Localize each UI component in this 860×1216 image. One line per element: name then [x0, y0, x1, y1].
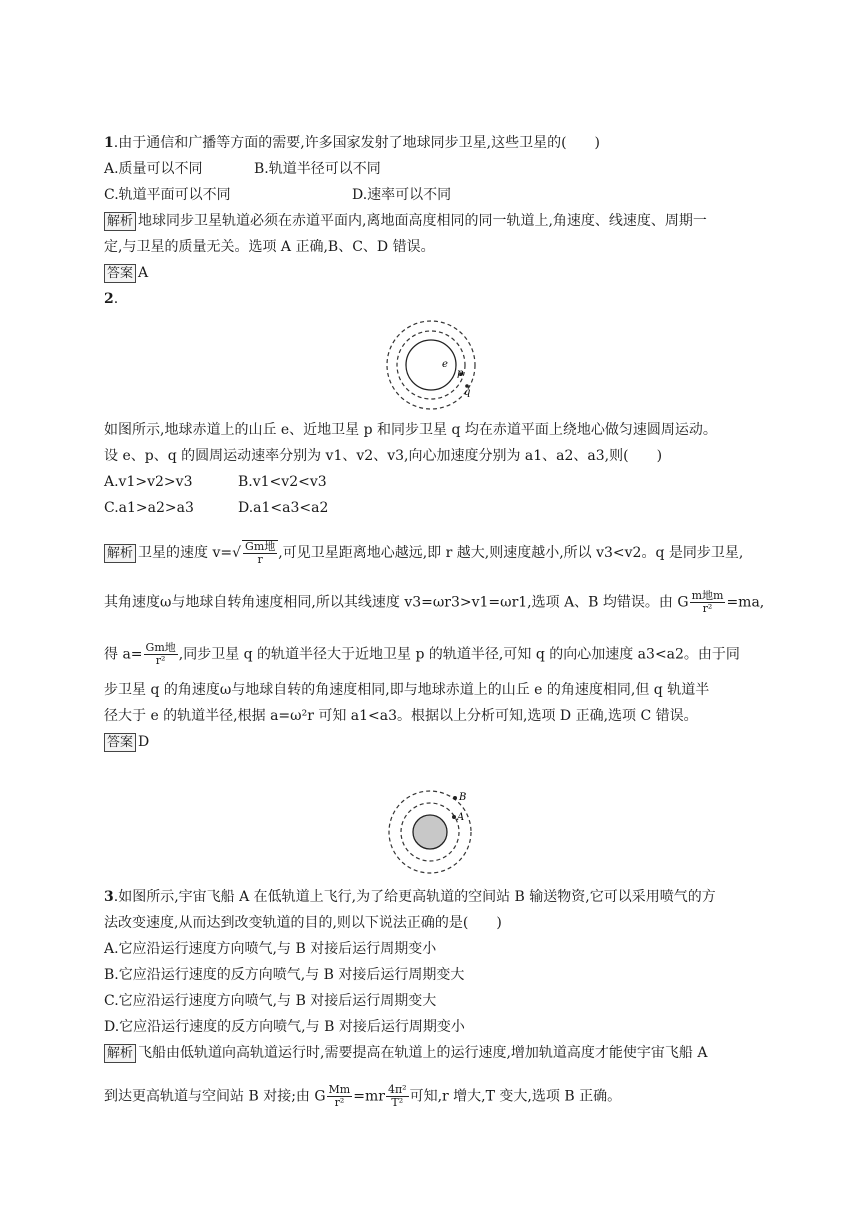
q1-option-d: D.速率可以不同	[352, 187, 452, 203]
q2-analysis-tag: 解析	[104, 544, 136, 563]
q3-label-a: A	[457, 812, 465, 823]
q3-analysis-line2	[104, 1084, 621, 1109]
q1-answer-tag: 答案	[104, 264, 136, 283]
q2-option-d: D.a1<a3<a2	[238, 500, 329, 516]
q3-option-a: A.它应沿运行速度方向喷气,与 B 对接后运行周期变小	[104, 941, 437, 957]
q1-stem	[104, 133, 600, 153]
q3-stem-text2: 法改变速度,从而达到改变轨道的目的,则以下说法正确的是( )	[104, 915, 502, 931]
q3-analysis-text2b: =mr	[353, 1088, 385, 1105]
q2-formula-mm: m地m	[691, 589, 724, 602]
q2-label-q: q	[464, 387, 471, 398]
q2-stem-text2: 设 e、p、q 的圆周运动速率分别为 v1、v2、v3,向心加速度分别为 a1、a2、a3,则( )	[104, 448, 663, 464]
q2-answer-value: D	[138, 734, 150, 750]
q2-analysis-text1a: 卫星的速度 v=	[138, 545, 233, 561]
q1-options-row1	[104, 159, 381, 179]
q2-inner-orbit	[397, 331, 465, 399]
q2-analysis-line3	[104, 642, 740, 667]
q3-formula-r2: r²	[334, 1096, 345, 1109]
q2-label-e: e	[442, 359, 448, 370]
q3-number: 3	[104, 889, 114, 905]
q3-stem-line1	[104, 887, 716, 907]
q2-formula-r: r	[257, 553, 263, 566]
q2-formula-gm2: Gm地	[145, 641, 176, 654]
q2-analysis-text5: 径大于 e 的轨道半径,根据 a=ω²r 可知 a1<a3。根据以上分析可知,选项 D 正确,选项 C 错误。	[104, 708, 698, 724]
q3-formula-pi: 4π²	[387, 1083, 407, 1096]
q3-option-c: C.它应沿运行速度方向喷气,与 B 对接后运行周期变大	[104, 993, 437, 1009]
q1-answer-value: A	[138, 265, 149, 281]
q2-orbit-figure	[384, 318, 478, 412]
q2-analysis-text4: 步卫星 q 的角速度ω与地球自转的角速度相同,即与地球赤道上的山丘 e 的角速度相同,但 q 轨道半	[104, 682, 710, 698]
q2-options-row1	[104, 472, 327, 492]
q3-point-a	[452, 815, 456, 819]
q3-label-b: B	[459, 792, 467, 803]
q2-formula-r2b: r²	[155, 654, 166, 667]
q2-answer	[104, 732, 149, 752]
q1-stem-text: .由于通信和广播等方面的需要,许多国家发射了地球同步卫星,这些卫星的( )	[113, 135, 601, 151]
q3-stem-text1: .如图所示,宇宙飞船 A 在低轨道上飞行,为了给更高轨道的空间站 B 输送物资,它可以采用喷气的方	[113, 889, 716, 905]
q2-analysis-text3a: 得 a=	[104, 646, 143, 663]
q1-analysis-line1	[104, 211, 707, 231]
q2-analysis-line2	[104, 590, 764, 615]
q3-analysis-text2a: 到达更高轨道与空间站 B 对接;由 G	[104, 1088, 326, 1105]
q3-point-b	[453, 796, 457, 800]
q2-label-p: p	[457, 368, 464, 379]
q2-option-c: C.a1>a2>a3	[104, 500, 194, 516]
q3-option-b: B.它应沿运行速度的反方向喷气,与 B 对接后运行周期变大	[104, 967, 465, 983]
q2-number: 2	[104, 291, 114, 307]
q2-number-line: 2.	[104, 291, 119, 307]
q2-analysis-text2a: 其角速度ω与地球自转角速度相同,所以其线速度 v3=ωr3>v1=ωr1,选项 A、B 均错误。由 G	[104, 594, 689, 611]
q1-option-c: C.轨道平面可以不同	[104, 187, 231, 203]
q3-formula-mm: Mm	[328, 1083, 351, 1096]
q3-analysis-text2c: 可知,r 增大,T 变大,选项 B 正确。	[409, 1088, 622, 1105]
q1-answer	[104, 263, 148, 283]
q2-analysis-text3b: ,同步卫星 q 的轨道半径大于近地卫星 p 的轨道半径,可知 q 的向心加速度 a3<a2。由于同	[178, 646, 740, 663]
q2-earth	[406, 340, 456, 390]
q2-option-a: A.v1>v2>v3	[104, 474, 193, 490]
q3-formula-t2: T²	[391, 1096, 404, 1109]
q2-formula-gm: Gm地	[245, 540, 276, 553]
q2-answer-tag: 答案	[104, 733, 136, 752]
q2-option-b: B.v1<v2<v3	[238, 474, 327, 490]
q3-orbit-figure	[384, 786, 478, 880]
q1-options-row2	[104, 185, 451, 205]
q1-analysis-text1: 地球同步卫星轨道必须在赤道平面内,离地面高度相同的同一轨道上,角速度、线速度、周期一	[138, 213, 707, 229]
q2-analysis-text2b: =ma,	[726, 594, 765, 611]
q3-analysis-line1	[104, 1043, 707, 1063]
q3-earth	[413, 815, 447, 849]
q2-stem-text1: 如图所示,地球赤道上的山丘 e、近地卫星 p 和同步卫星 q 均在赤道平面上绕地心做匀速圆周运动。	[104, 422, 717, 438]
q1-analysis-text2: 定,与卫星的质量无关。选项 A 正确,B、C、D 错误。	[104, 239, 435, 255]
q1-option-b: B.轨道半径可以不同	[254, 161, 381, 177]
q3-option-d: D.它应沿运行速度的反方向喷气,与 B 对接后运行周期变小	[104, 1019, 465, 1035]
q1-analysis-tag: 解析	[104, 212, 136, 231]
q2-formula-r2: r²	[702, 602, 713, 615]
q2-outer-orbit	[387, 321, 475, 409]
q1-number: 1	[104, 135, 114, 151]
q3-analysis-tag: 解析	[104, 1044, 136, 1063]
q2-options-row2	[104, 498, 328, 518]
q3-analysis-text1: 飞船由低轨道向高轨道运行时,需要提高在轨道上的运行速度,增加轨道高度才能使宇宙飞船 A	[138, 1045, 708, 1061]
q1-option-a: A.质量可以不同	[104, 161, 203, 177]
q2-analysis-line1: 解析 卫星的速度 v=√ $\frac{\text{Gm地}}{r}$ ,可见卫星距离地心越远,即 r 越大,则速度越小,所以 v3<v2。q 是同步卫星,	[104, 540, 743, 566]
q2-analysis-text1b: ,可见卫星距离地心越远,即 r 越大,则速度越小,所以 v3<v2。q 是同步卫星,	[278, 545, 744, 561]
